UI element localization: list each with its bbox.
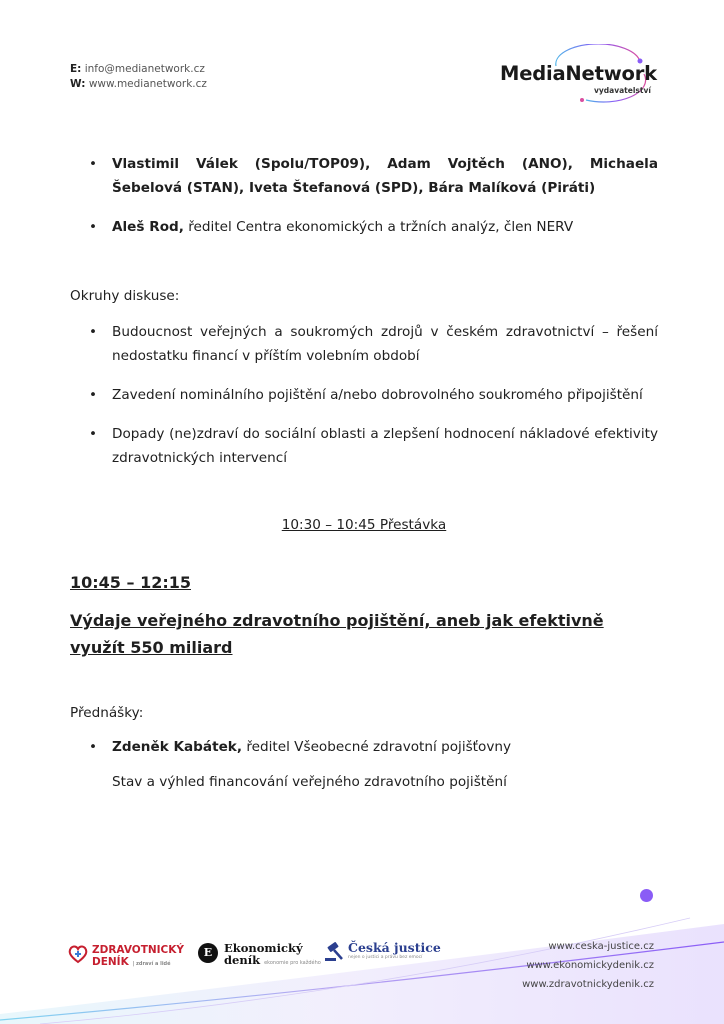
ekonomicky-denik-logo: E Ekonomický deník ekonomie pro každého xyxy=(198,940,308,972)
web-line: W: www.medianetwork.cz xyxy=(70,78,207,90)
session-time: 10:45 – 12:15 xyxy=(70,573,191,592)
e-circle-icon: E xyxy=(198,943,218,963)
panel-list xyxy=(70,152,658,239)
lectures-heading: Přednášky: xyxy=(70,705,144,721)
list-item xyxy=(70,735,658,759)
ekonomicky-denik-link[interactable]: www.ekonomickydenik.cz xyxy=(526,960,654,971)
discussion-list xyxy=(70,320,658,470)
contact-block xyxy=(70,62,207,92)
footer-links xyxy=(522,937,654,994)
heart-plus-icon xyxy=(68,944,88,964)
session-title: Výdaje veřejného zdravotního pojištění, aneb jak efektivně využít 550 miliard xyxy=(70,611,604,657)
panel-names: Vlastimil Válek (Spolu/TOP09), Adam Vojtěch (ANO), Michaela Šebelová (STAN), Iveta Štefanová (SPD), Bára Malíková (Piráti) xyxy=(112,156,658,196)
discussion-heading: Okruhy diskuse: xyxy=(70,288,180,304)
logo-tagline: vydavatelství xyxy=(594,86,651,95)
email-link[interactable]: info@medianetwork.cz xyxy=(84,63,205,75)
ceska-justice-link[interactable]: www.ceska-justice.cz xyxy=(548,941,654,952)
medianetwork-logo xyxy=(494,44,664,106)
list-item: • Budoucnost veřejných a soukromých zdrojů v českém zdravotnictví – řešení nedostatku financí v příštím volebním období xyxy=(70,320,658,368)
speaker-role: ředitel Centra ekonomických a tržních analýz, člen NERV xyxy=(183,219,574,235)
document-body xyxy=(70,152,658,794)
logo-name: MediaNetwork xyxy=(500,62,657,85)
email-line: E: info@medianetwork.cz xyxy=(70,63,205,75)
speaker-role: ředitel Všeobecné zdravotní pojišťovny xyxy=(242,739,512,755)
speaker-name: Aleš Rod, xyxy=(112,219,184,235)
list-item: • Dopady (ne)zdraví do sociální oblasti a zlepšení hodnocení nákladové efektivity zdravotnických intervencí xyxy=(70,422,658,470)
list-item: • Zavedení nominálního pojištění a/nebo dobrovolného soukromého připojištění xyxy=(70,383,658,407)
gavel-icon xyxy=(324,942,346,962)
list-item xyxy=(70,152,658,200)
list-item xyxy=(70,215,658,239)
web-link[interactable]: www.medianetwork.cz xyxy=(88,78,207,90)
speaker-name: Zdeněk Kabátek, xyxy=(112,739,243,755)
lectures-list xyxy=(70,735,658,759)
zdravotnicky-denik-link[interactable]: www.zdravotnickydenik.cz xyxy=(522,979,654,990)
zdravotnicky-denik-logo: ZDRAVOTNICKÝ DENÍK | zdraví a lidé xyxy=(68,940,180,972)
break-notice: 10:30 – 10:45 Přestávka xyxy=(281,517,447,533)
ceska-justice-logo: Česká justice nejen o justici a právu bez emocí xyxy=(324,940,442,972)
talk-title: Stav a výhled financování veřejného zdravotního pojištění xyxy=(112,774,507,790)
accent-dot-icon xyxy=(640,889,653,902)
